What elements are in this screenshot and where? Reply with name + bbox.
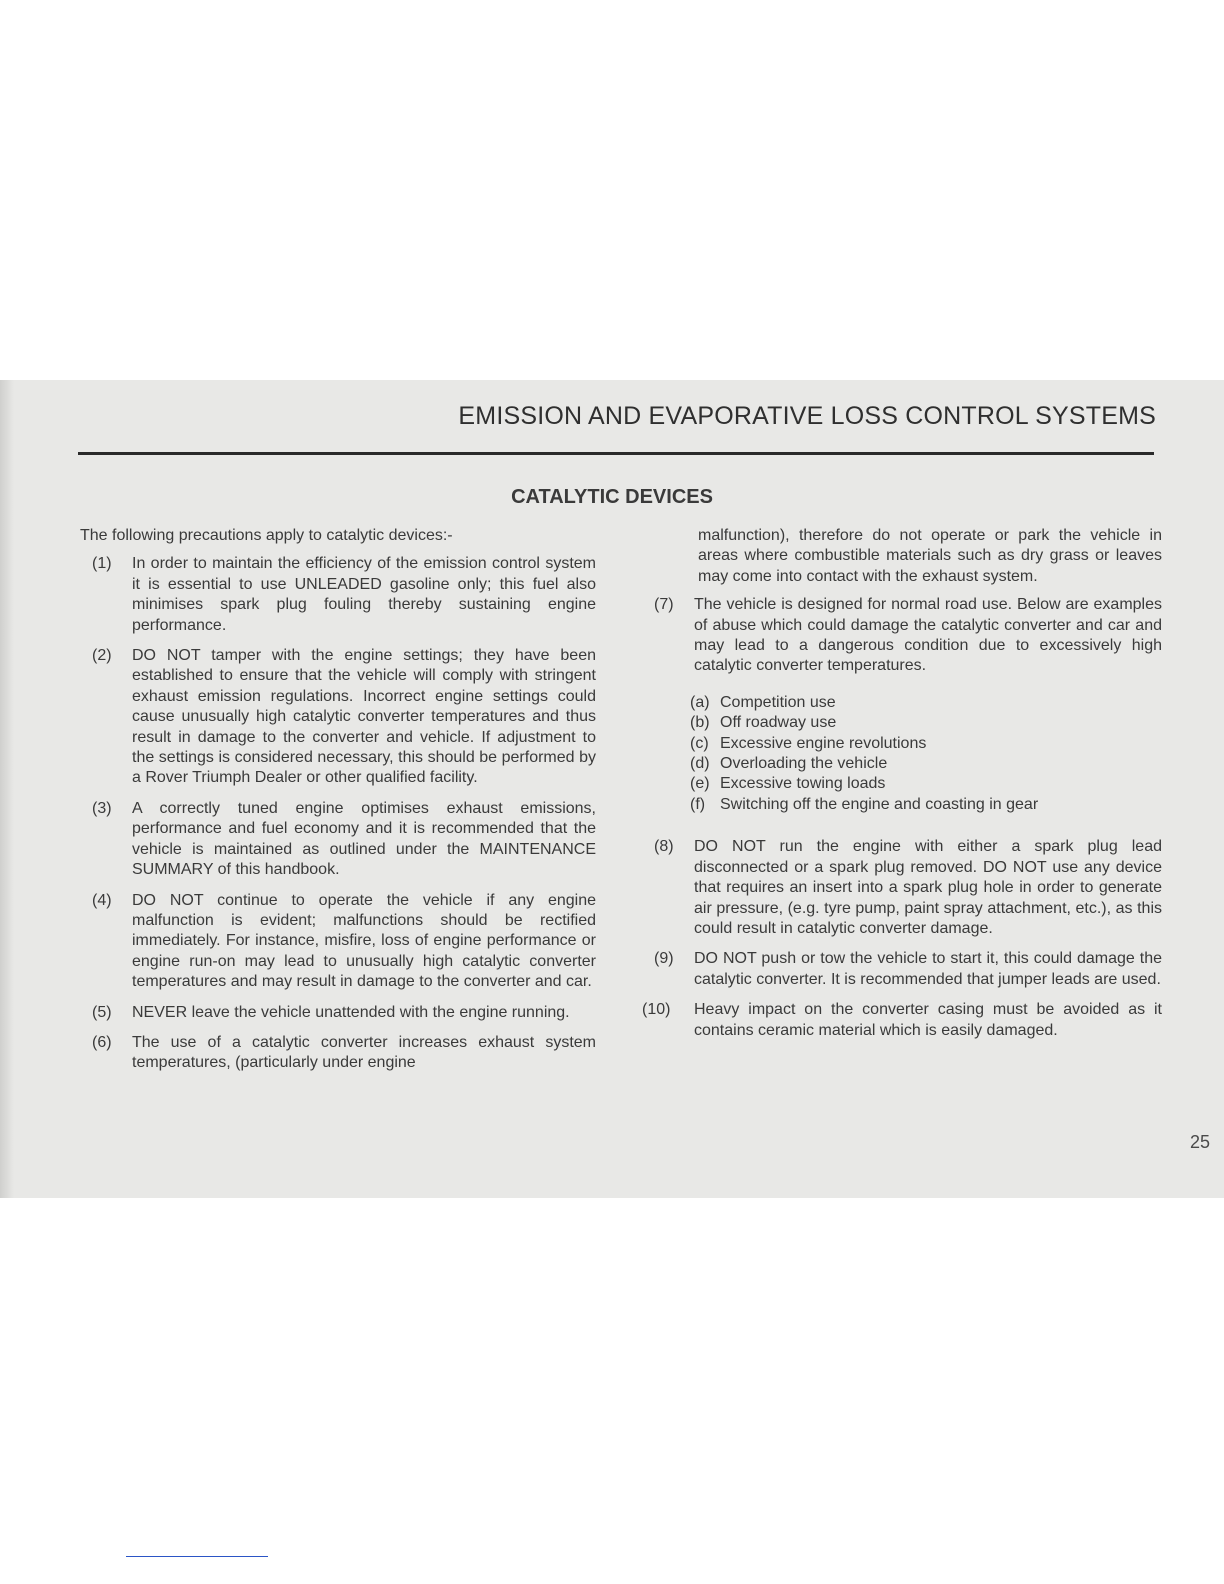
header-rule [78, 452, 1154, 455]
section-header: EMISSION AND EVAPORATIVE LOSS CONTROL SYSTEMS [458, 402, 1156, 430]
sub-item-label: (a) [690, 693, 710, 711]
item-text: DO NOT tamper with the engine settings; they have been established to ensure that the vehicle will comply with stringent exhaust emission regulations. Incorrect engine settings could cause unusually high catalytic converter temperatures and thus result in damage to the converter and vehicle. If adjustment to the settings is considered necessary, this should be performed by a Rover Triumph Dealer or other qualified facility. [132, 647, 596, 787]
item-6-continued: malfunction), therefore do not operate or park the vehicle in areas where combustible materials such as dry grass or leaves may come into contact with the exhaust system. [698, 527, 1162, 585]
scanned-page [0, 380, 1224, 1198]
item-number: (7) [654, 596, 674, 614]
sub-item [690, 693, 1162, 713]
item-text: The vehicle is designed for normal road use. Below are examples of abuse which could damage the catalytic converter and car and may lead to a dangerous condition due to excessively high catalytic converter temperatures. [694, 596, 1162, 675]
sub-item [690, 734, 1162, 754]
list-item [642, 595, 1162, 677]
item-number: (1) [92, 555, 112, 573]
list-item [80, 1033, 596, 1074]
item-number: (4) [92, 891, 112, 909]
sub-item-text: Excessive towing loads [720, 775, 886, 793]
footer-link-line [126, 1556, 268, 1557]
left-column [80, 526, 596, 1084]
list-item [80, 891, 596, 993]
right-column [642, 526, 1162, 1051]
list-item [642, 1000, 1162, 1041]
list-item [642, 949, 1162, 990]
sub-item-text: Competition use [720, 693, 836, 711]
sub-item-text: Switching off the engine and coasting in gear [720, 795, 1039, 813]
item-number: (9) [654, 950, 674, 968]
sub-item-text: Off roadway use [720, 714, 837, 732]
sub-item [690, 754, 1162, 774]
sub-item-text: Excessive engine revolutions [720, 734, 927, 752]
item-number: (6) [92, 1033, 112, 1051]
item-text: NEVER leave the vehicle unattended with the engine running. [132, 1003, 570, 1021]
item-number: (5) [92, 1003, 112, 1021]
sub-item-text: Overloading the vehicle [720, 755, 888, 773]
list-item [80, 799, 596, 881]
sub-item [690, 774, 1162, 794]
item-number: (8) [654, 838, 674, 856]
abuse-examples-list [642, 693, 1162, 815]
sub-item-label: (b) [690, 714, 710, 732]
sub-item-label: (e) [690, 775, 710, 793]
item-text: DO NOT continue to operate the vehicle if any engine malfunction is evident; malfunctions should be rectified immediately. For instance, misfire, loss of engine performance or engine run-on may lead to unusually high catalytic converter temperatures and may result in damage to the converter and car. [132, 891, 596, 991]
list-item [80, 554, 596, 636]
page-title: CATALYTIC DEVICES [511, 486, 713, 508]
item-number: (2) [92, 647, 112, 665]
item-text: The use of a catalytic converter increases exhaust system temperatures, (particularly under engine [132, 1033, 596, 1072]
item-number: (10) [642, 1001, 671, 1019]
sub-item [690, 713, 1162, 733]
list-item [80, 1003, 596, 1023]
list-item [642, 837, 1162, 939]
sub-item-label: (c) [690, 734, 709, 752]
item-text: DO NOT push or tow the vehicle to start it, this could damage the catalytic converter. It is recommended that jumper leads are used. [694, 950, 1162, 988]
sub-item-label: (d) [690, 755, 710, 773]
item-number: (3) [92, 799, 112, 817]
item-text: Heavy impact on the converter casing must be avoided as it contains ceramic material which is easily damaged. [694, 1001, 1162, 1039]
list-item [80, 646, 596, 789]
sub-item [690, 795, 1162, 815]
intro-text: The following precautions apply to catalytic devices:- [80, 527, 453, 544]
item-text: In order to maintain the efficiency of the emission control system it is essential to use UNLEADED gasoline only; this fuel also minimises spark plug fouling thereby sustaining engine performance. [132, 555, 596, 634]
item-text: DO NOT run the engine with either a spark plug lead disconnected or a spark plug removed. DO NOT use any device that requires an insert into a spark plug hole in order to generate air pressure, (e.g. tyre pump, paint spray attachment, etc.), as this could result in catalytic converter damage. [694, 838, 1162, 937]
item-text: A correctly tuned engine optimises exhaust emissions, performance and fuel economy and it is recommended that the vehicle is maintained as outlined under the MAINTENANCE SUMMARY of this handbook. [132, 799, 596, 879]
sub-item-label: (f) [690, 795, 706, 813]
page-number: 25 [1189, 1132, 1210, 1152]
